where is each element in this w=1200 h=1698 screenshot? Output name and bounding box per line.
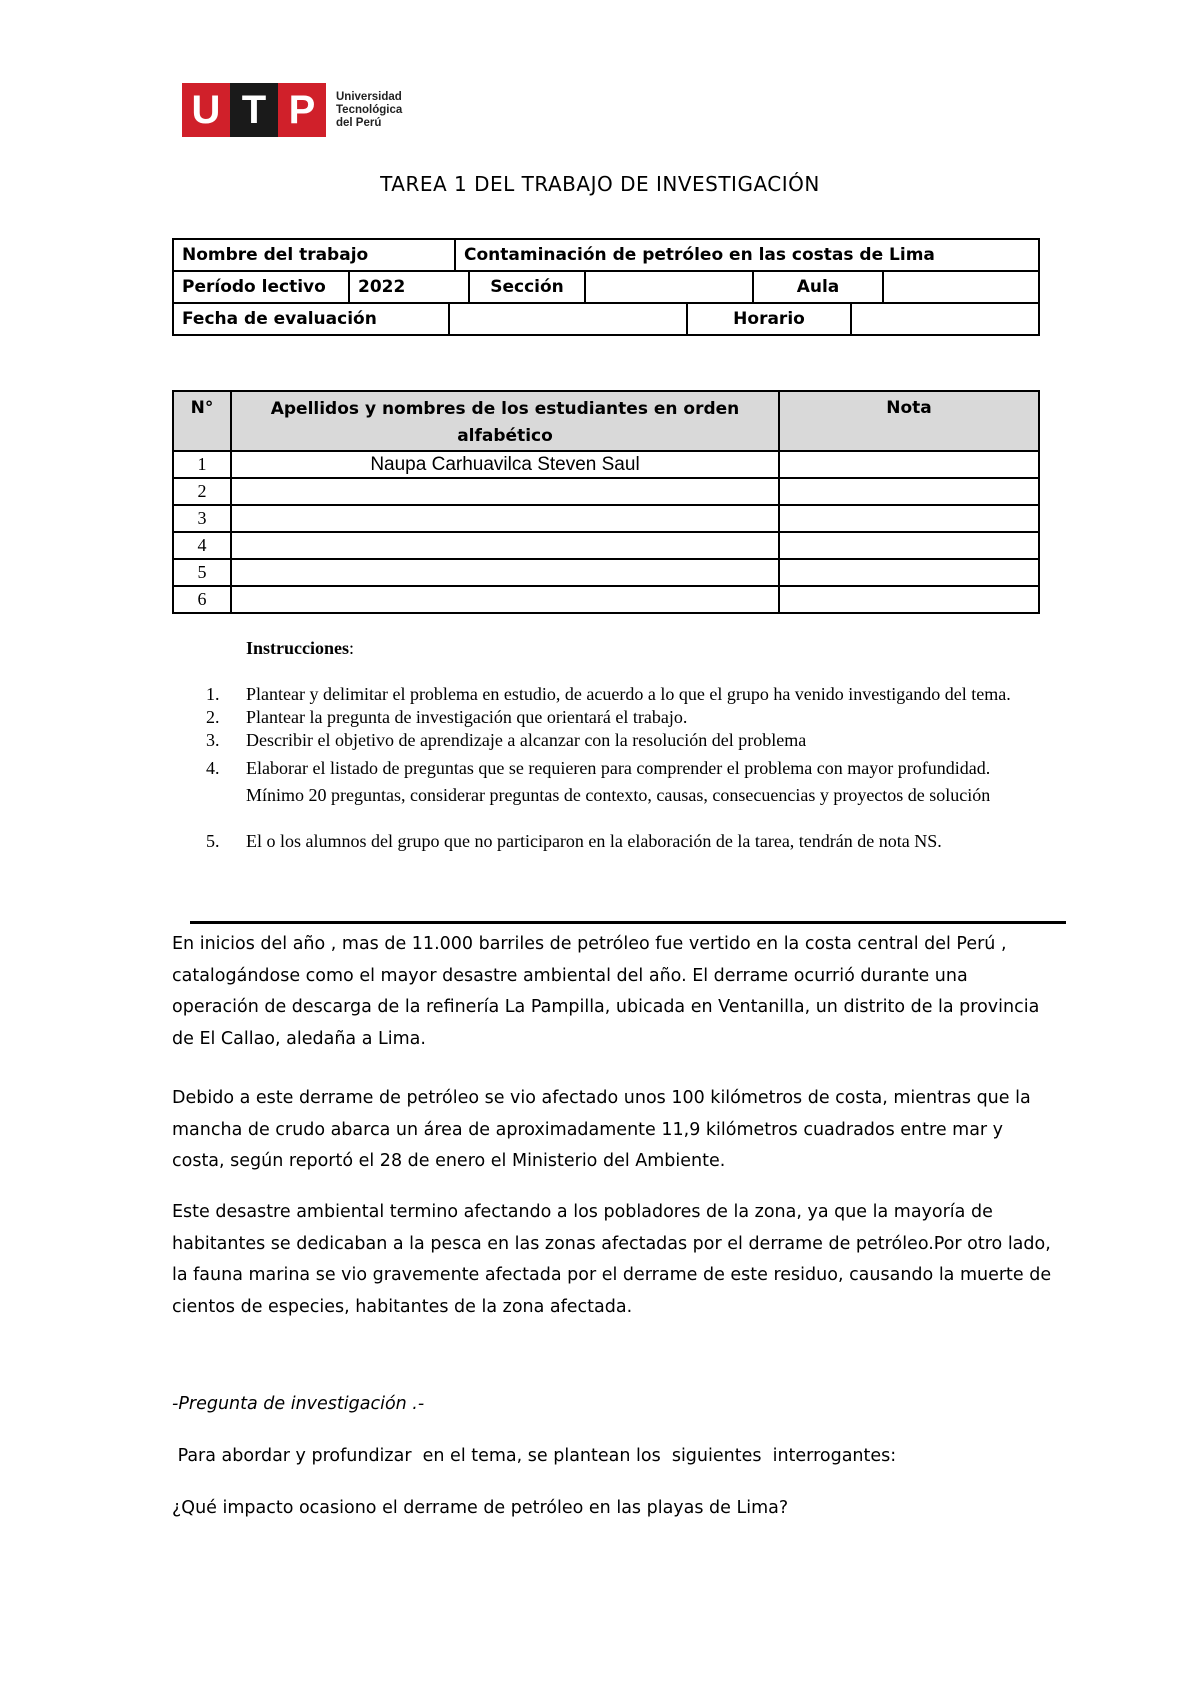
row-nota xyxy=(779,451,1039,478)
table-row xyxy=(173,586,1039,613)
paragraph-1: En inicios del año , mas de 11.000 barriles de petróleo fue vertido en la costa central del Perú , catalogándose como el mayor desastre ambiental del año. El derrame ocurrió durante una operación de descarga de la refinería La Pampilla, ubicada en Ventanilla, un distrito de la provincia de El Callao, aledaña a Lima. xyxy=(172,934,1040,1049)
nombre-value: Contaminación de petróleo en las costas de Lima xyxy=(455,239,1039,271)
students-table xyxy=(172,390,1040,614)
row-name xyxy=(231,586,779,613)
item-number: 4. xyxy=(206,758,220,778)
students-header-row xyxy=(173,391,1039,451)
item-text: Elaborar el listado de preguntas que se requieren para comprender el problema con mayor profundidad. Mínimo 20 preguntas, considerar preguntas de contexto, causas, consecuencias y proyectos de solución xyxy=(246,758,991,805)
row-num: 2 xyxy=(173,478,231,505)
item-text: El o los alumnos del grupo que no participaron en la elaboración de la tarea, tendrán de nota NS. xyxy=(246,831,942,851)
table-row xyxy=(173,478,1039,505)
info-table xyxy=(172,238,1040,272)
table-row xyxy=(173,559,1039,586)
utp-logo-letters xyxy=(182,83,326,137)
utp-logo xyxy=(182,83,402,137)
research-question: ¿Qué impacto ocasiono el derrame de petróleo en las playas de Lima? xyxy=(172,1498,789,1518)
row-num: 6 xyxy=(173,586,231,613)
row-nota xyxy=(779,505,1039,532)
table-row xyxy=(173,505,1039,532)
item-number: 1. xyxy=(206,684,220,704)
horizontal-rule xyxy=(190,921,1066,924)
row-name xyxy=(231,505,779,532)
item-number: 5. xyxy=(206,831,220,851)
row-num: 4 xyxy=(173,532,231,559)
row-num: 5 xyxy=(173,559,231,586)
question-heading: -Pregunta de investigación .- xyxy=(172,1394,425,1414)
periodo-value: 2022 xyxy=(349,271,469,303)
logo-text-line: Tecnológica xyxy=(336,103,403,116)
logo-text-line: del Perú xyxy=(336,116,382,129)
row-nota xyxy=(779,586,1039,613)
list-item xyxy=(206,729,1046,752)
seccion-label: Sección xyxy=(469,271,585,303)
list-item xyxy=(206,706,1046,729)
header-nota: Nota xyxy=(779,391,1039,451)
item-number: 2. xyxy=(206,707,220,727)
question-intro: Para abordar y profundizar en el tema, se plantean los siguientes interrogantes: xyxy=(172,1446,897,1466)
logo-letter-p: P xyxy=(278,83,326,137)
logo-text-line: Universidad xyxy=(336,90,402,103)
instructions-list xyxy=(206,683,1046,855)
instructions-title-text: Instrucciones xyxy=(246,638,349,658)
row-name: Naupa Carhuavilca Steven Saul xyxy=(231,451,779,478)
item-number: 3. xyxy=(206,730,220,750)
info-row-nombre xyxy=(173,239,1039,271)
row-name xyxy=(231,478,779,505)
list-item xyxy=(206,828,1046,855)
header-num: N° xyxy=(173,391,231,451)
row-name xyxy=(231,559,779,586)
periodo-label: Período lectivo xyxy=(173,271,349,303)
paragraph-3: Este desastre ambiental termino afectando a los pobladores de la zona, ya que la mayoría de habitantes se dedicaban a la pesca en las zonas afectadas por el derrame de petróleo.Por otro lado, la fauna marina se vio gravemente afectada por el derrame de este residuo, causando la muerte de cientos de especies, habitantes de la zona afectada. xyxy=(172,1202,1052,1317)
fecha-label: Fecha de evaluación xyxy=(173,303,449,335)
row-nota xyxy=(779,478,1039,505)
table-row xyxy=(173,451,1039,478)
table-row xyxy=(173,532,1039,559)
row-num: 3 xyxy=(173,505,231,532)
item-text: Plantear la pregunta de investigación que orientará el trabajo. xyxy=(246,707,688,727)
header-name: Apellidos y nombres de los estudiantes en orden alfabético xyxy=(231,391,779,451)
logo-letter-u: U xyxy=(182,83,230,137)
instructions-title: Instrucciones: xyxy=(246,638,355,658)
row-nota xyxy=(779,559,1039,586)
document-title: TAREA 1 DEL TRABAJO DE INVESTIGACIÓN xyxy=(380,172,820,196)
fecha-value xyxy=(449,303,687,335)
seccion-value xyxy=(585,271,753,303)
row-name xyxy=(231,532,779,559)
info-row-fecha xyxy=(173,303,1039,335)
horario-value xyxy=(851,303,1039,335)
logo-text xyxy=(336,91,402,130)
aula-value xyxy=(883,271,1039,303)
list-item xyxy=(206,683,1046,706)
info-table-row2 xyxy=(172,270,1040,304)
list-item xyxy=(206,755,1046,809)
paragraph-2: Debido a este derrame de petróleo se vio afectado unos 100 kilómetros de costa, mientras que la mancha de crudo abarca un área de aproximadamente 11,9 kilómetros cuadrados entre mar y costa, según reportó el 28 de enero el Ministerio del Ambiente. xyxy=(172,1088,1031,1171)
item-text: Describir el objetivo de aprendizaje a alcanzar con la resolución del problema xyxy=(246,730,807,750)
horario-label: Horario xyxy=(687,303,851,335)
aula-label: Aula xyxy=(753,271,883,303)
info-row-periodo xyxy=(173,271,1039,303)
info-table-row3 xyxy=(172,302,1040,336)
item-text: Plantear y delimitar el problema en estudio, de acuerdo a lo que el grupo ha venido investigando del tema. xyxy=(246,684,1011,704)
row-nota xyxy=(779,532,1039,559)
row-num: 1 xyxy=(173,451,231,478)
nombre-label: Nombre del trabajo xyxy=(173,239,455,271)
logo-letter-t: T xyxy=(230,83,278,137)
